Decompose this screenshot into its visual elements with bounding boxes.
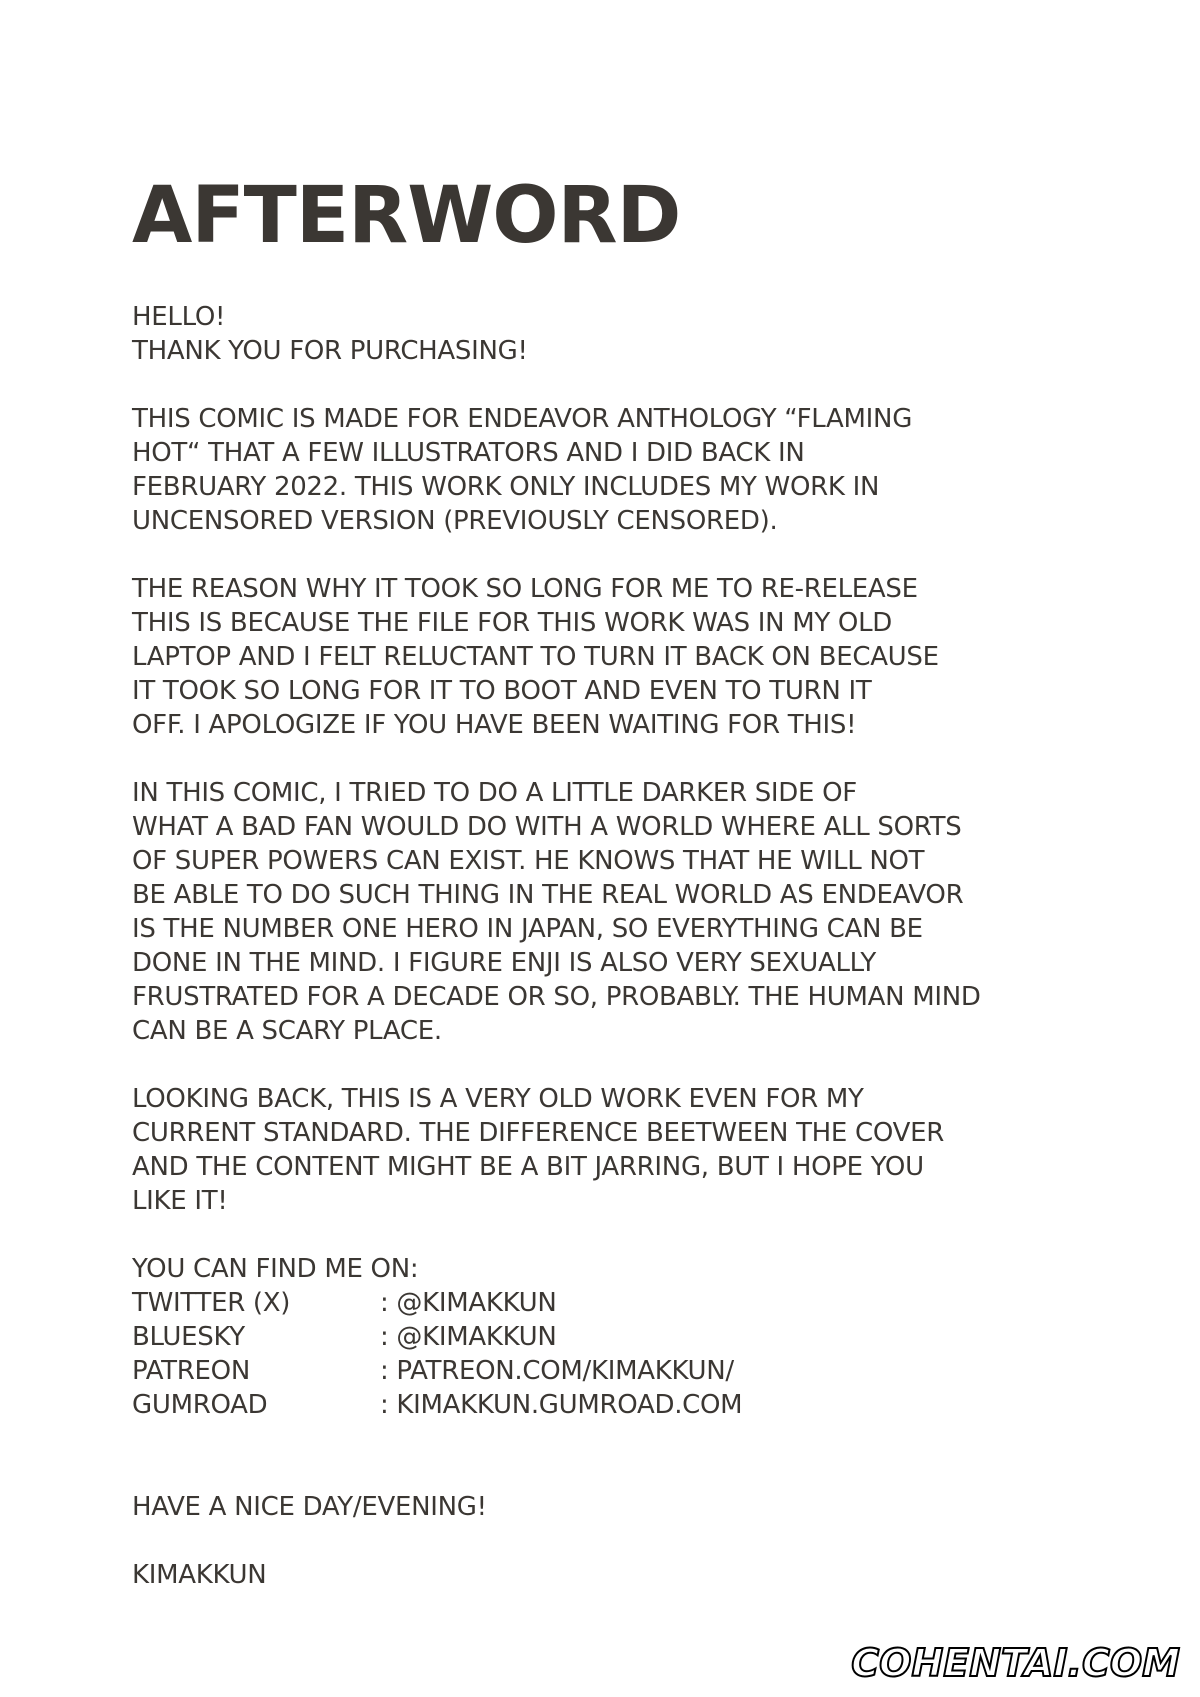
social-links [132,1252,1062,1422]
afterword-body [132,300,1062,1626]
paragraph-line: LAPTOP AND I FELT RELUCTANT TO TURN IT BACK ON BECAUSE [132,642,939,672]
greeting-line: HELLO! [132,302,226,332]
page-title: AFTERWORD [132,171,681,261]
social-link-bluesky [132,1320,1062,1354]
site-watermark: COHENTAI.COM [851,1641,1180,1685]
greeting-block [132,300,1062,368]
closing-line: HAVE A NICE DAY/EVENING! [132,1492,487,1522]
social-link-value: : KIMAKKUN.GUMROAD.COM [380,1390,743,1420]
social-link-value: : PATREON.COM/KIMAKKUN/ [380,1356,734,1386]
paragraph-line: THIS COMIC IS MADE FOR ENDEAVOR ANTHOLOGY “FLAMING [132,404,913,434]
social-link-twitter [132,1286,1062,1320]
paragraph-line: WHAT A BAD FAN WOULD DO WITH A WORLD WHERE ALL SORTS [132,812,962,842]
paragraph-line: THE REASON WHY IT TOOK SO LONG FOR ME TO RE-RELEASE [132,574,918,604]
paragraph-line: CAN BE A SCARY PLACE. [132,1016,442,1046]
paragraph-line: IS THE NUMBER ONE HERO IN JAPAN, SO EVERYTHING CAN BE [132,914,923,944]
social-link-label: GUMROAD [132,1390,268,1420]
paragraph-line: THIS IS BECAUSE THE FILE FOR THIS WORK WAS IN MY OLD [132,608,893,638]
social-link-value: : @KIMAKKUN [380,1322,557,1352]
paragraph-line: FEBRUARY 2022. THIS WORK ONLY INCLUDES MY WORK IN [132,472,880,502]
paragraph-line: DONE IN THE MIND. I FIGURE ENJI IS ALSO VERY SEXUALLY [132,948,876,978]
paragraph-anthology [132,402,1062,538]
paragraph-line: CURRENT STANDARD. THE DIFFERENCE BEETWEEN THE COVER [132,1118,944,1148]
social-link-label: PATREON [132,1356,250,1386]
paragraph-line: UNCENSORED VERSION (PREVIOUSLY CENSORED). [132,506,778,536]
paragraph-line: LIKE IT! [132,1186,228,1216]
paragraph-line: IN THIS COMIC, I TRIED TO DO A LITTLE DARKER SIDE OF [132,778,857,808]
greeting-line: THANK YOU FOR PURCHASING! [132,336,528,366]
social-link-patreon [132,1354,1062,1388]
social-link-label: TWITTER (X) [132,1288,291,1318]
paragraph-line: HOT“ THAT A FEW ILLUSTRATORS AND I DID BACK IN [132,438,805,468]
social-link-gumroad [132,1388,1062,1422]
paragraph-re-release [132,572,1062,742]
paragraph-line: FRUSTRATED FOR A DECADE OR SO, PROBABLY. THE HUMAN MIND [132,982,981,1012]
social-link-label: BLUESKY [132,1322,245,1352]
paragraph-line: IT TOOK SO LONG FOR IT TO BOOT AND EVEN TO TURN IT [132,676,872,706]
paragraph-looking-back [132,1082,1062,1218]
paragraph-line: AND THE CONTENT MIGHT BE A BIT JARRING, BUT I HOPE YOU [132,1152,924,1182]
social-links-heading: YOU CAN FIND ME ON: [132,1254,419,1284]
closing-block [132,1490,1062,1524]
paragraph-line: BE ABLE TO DO SUCH THING IN THE REAL WORLD AS ENDEAVOR [132,880,964,910]
paragraph-line: OF SUPER POWERS CAN EXIST. HE KNOWS THAT HE WILL NOT [132,846,925,876]
paragraph-line: LOOKING BACK, THIS IS A VERY OLD WORK EVEN FOR MY [132,1084,864,1114]
social-link-value: : @KIMAKKUN [380,1288,557,1318]
paragraph-line: OFF. I APOLOGIZE IF YOU HAVE BEEN WAITING FOR THIS! [132,710,857,740]
signature: KIMAKKUN [132,1560,267,1590]
paragraph-comic-theme [132,776,1062,1048]
signature-block [132,1558,1062,1592]
